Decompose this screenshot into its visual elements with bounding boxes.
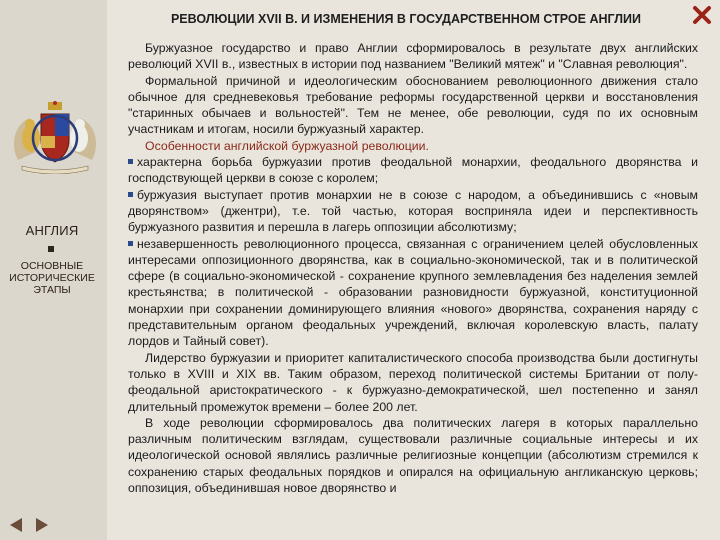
close-icon[interactable] xyxy=(690,3,714,27)
paragraph: В ходе революции сформировалось два политических лагеря в которых параллельно различным политическим взглядам, существовали различные социальные интересы и их идеологической основой являлись различные религиозные концепции (абсолютизм стремился к сохранению старых феодальных порядков и опирался на официальную англиканскую церковь; оппозиция, объединившая новое дворянство и xyxy=(128,415,698,496)
section-label-line: ИСТОРИЧЕСКИЕ xyxy=(9,272,95,284)
slide-navigation xyxy=(10,518,48,534)
bullet-text: характерна борьба буржуазии против феодальной монархии, феодального дворянства и господствующей церкви в союзе с королем; xyxy=(128,155,698,186)
country-label: АНГЛИЯ xyxy=(25,223,79,238)
bullet-item xyxy=(128,154,698,187)
bullet-text: буржуазия выступает против монархии не в союзе с народом, а объединившись с «новым дворянством» (джентри), т.е. той частью, которая восприняла идеи и перспективность буржуазного развития и перешла в лагерь оппозиции абсолютизму; xyxy=(128,187,698,235)
section-label[interactable] xyxy=(0,260,104,296)
paragraph: Лидерство буржуазии и приоритет капиталистического способа производства были достигнуты только в XVIII и XIX вв. Таким образом, переход политической системы Британии от полу-феодальной аристократического - к буржуазно-демократической, шел постепенно и занял длительный промежуток времени – более 200 лет. xyxy=(128,350,698,414)
bullet-text: незавершенность революционного процесса, связанная с ограничением целей обусловленных интересами оппозиционного дворянства, как в социально-экономической, так и в политической сфере (в социально-экономической - сохранение крупного землевладения без наделения землей крестьянства; в политической - образовании разновидности буржуазной, конституционной монархии при сохранении доминирующего влияния «нового» дворянства, сохранения наряду с представительным органом феодальных учреждений, включая королевскую власть, палату лордов и Тайный совет). xyxy=(128,236,698,349)
previous-slide-button[interactable] xyxy=(10,518,22,532)
paragraph: Буржуазное государство и право Англии сформировалось в результате двух английских революций XVII в., известных в истории под названием "Великий мятеж" и "Славная революция". xyxy=(128,41,698,72)
coat-of-arms-icon xyxy=(8,100,102,174)
page-title: РЕВОЛЮЦИИ XVII В. И ИЗМЕНЕНИЯ В ГОСУДАРСТВЕННОМ СТРОЕ АНГЛИИ xyxy=(170,12,642,26)
next-slide-button[interactable] xyxy=(36,518,48,532)
article-body xyxy=(128,40,698,496)
bullet-icon xyxy=(128,241,133,246)
sidebar xyxy=(0,0,107,540)
section-label-line: ОСНОВНЫЕ xyxy=(20,260,84,272)
bullet-icon xyxy=(48,246,54,252)
bullet-icon xyxy=(128,159,133,164)
bullet-item xyxy=(128,236,698,350)
bullet-icon xyxy=(128,192,133,197)
bullet-item xyxy=(128,187,698,236)
subheading: Особенности английской буржуазной революции. xyxy=(145,138,429,153)
paragraph: Формальной причиной и идеологическим обоснованием революционного движения стало обычное для средневековья требование реформы государственной церкви и восстановления "старинных обычаев и вольностей". Тем не менее, обе революции, судя по их основным участникам и итогам, носили буржуазный характер. xyxy=(128,73,698,137)
section-label-line: ЭТАПЫ xyxy=(33,284,71,296)
